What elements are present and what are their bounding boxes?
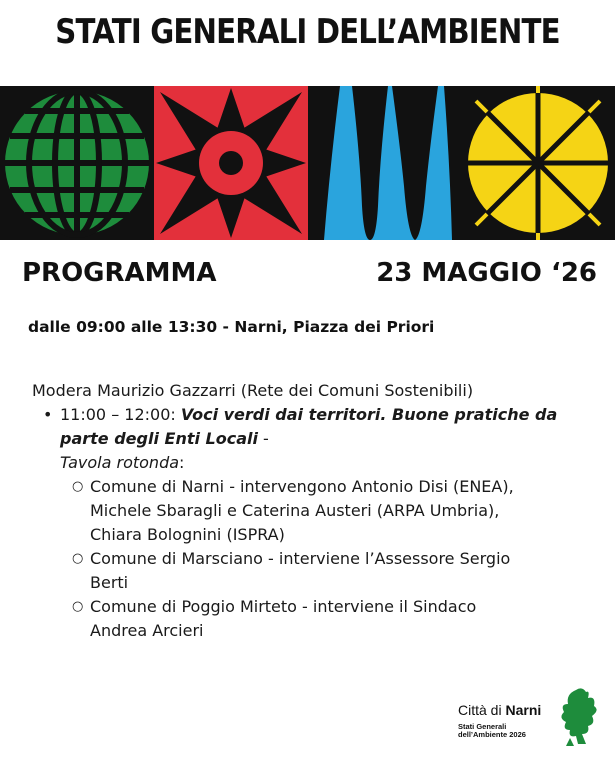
program-body (32, 379, 592, 643)
star-flower-icon (156, 88, 306, 238)
banner-artwork (0, 86, 615, 240)
circle-bullet-icon: ○ (72, 551, 84, 566)
circle-bullet-icon: ○ (72, 599, 84, 614)
session-title-1: Voci verdi dai territori. Buone pratiche da (180, 405, 558, 424)
participant-item (72, 475, 592, 547)
griffin-icon (556, 686, 600, 748)
moderator: Modera Maurizio Gazzarri (Rete dei Comuni Sostenibili) (32, 381, 474, 400)
session-title-2: parte degli Enti Locali (60, 429, 258, 448)
session-item (43, 403, 592, 643)
page-title: STATI GENERALI DELL’AMBIENTE (55, 12, 560, 52)
bullet-icon: • (43, 405, 53, 424)
participant-item (72, 595, 592, 643)
sun-wheel-icon (463, 86, 613, 240)
circle-bullet-icon: ○ (72, 479, 84, 494)
citta-di-narni-logo (458, 686, 603, 750)
participant-line: Comune di Poggio Mirteto - interviene il Sindaco (90, 597, 477, 616)
session-format: Tavola rotonda (60, 453, 180, 472)
participant-item (72, 547, 592, 595)
participant-line: Comune di Marsciano - interviene l’Assessore Sergio (90, 549, 511, 568)
participant-line: Michele Sbaragli e Caterina Austeri (ARPA Umbria), (90, 501, 500, 520)
logo-text: Città di Narni (458, 702, 542, 718)
session-format-colon: : (179, 453, 185, 472)
participant-line: Andrea Arcieri (90, 621, 204, 640)
session-dash: - (257, 429, 269, 448)
program-header (22, 258, 597, 288)
globe-icon (5, 91, 149, 235)
session-time: 11:00 – 12:00: (60, 405, 181, 424)
event-date: 23 MAGGIO ‘26 (376, 258, 597, 288)
participant-line: Berti (90, 573, 129, 592)
logo-subtitle: Stati Generali dell’Ambiente 2026 (458, 722, 526, 739)
participant-line: Comune di Narni - intervengono Antonio Disi (ENEA), (90, 477, 514, 496)
participant-line: Chiara Bolognini (ISPRA) (90, 525, 285, 544)
program-heading: PROGRAMMA (22, 258, 217, 288)
time-place: dalle 09:00 alle 13:30 - Narni, Piazza dei Priori (28, 318, 435, 336)
